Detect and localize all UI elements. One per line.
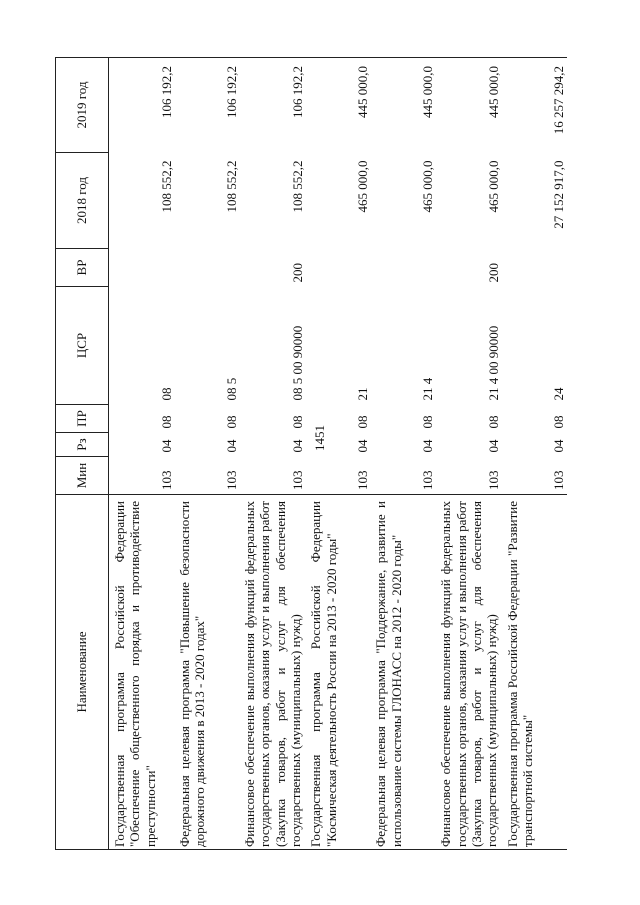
row-2018: 108 552,2 [223, 160, 239, 213]
row-csr: 21 4 00 90000 [486, 325, 502, 401]
budget-table [55, 57, 567, 850]
row-name: Федеральная целевая программа "Повышение безопасности дорожного движения в 2013 - 2020 годах" [174, 495, 239, 850]
row-rz: 04 [158, 439, 174, 453]
row-pr: 08 [158, 415, 174, 429]
row-min: 103 [223, 470, 239, 490]
row-pr: 08 [551, 415, 567, 429]
table-header-row [56, 58, 109, 850]
row-2019: 16 257 294,2 [502, 58, 567, 153]
row-csr: 21 4 [419, 377, 435, 401]
row-2018: 108 552,2 [289, 160, 305, 213]
row-csr: 08 5 00 90000 [289, 325, 305, 401]
row-rz: 04 [289, 439, 305, 453]
row-vr: 200 [486, 263, 502, 283]
rotated-table-container [55, 58, 593, 850]
row-min: 103 [486, 470, 502, 490]
row-name: Финансовое обеспечение выполнения функций федеральных государственных органов, оказания услуг и выполнения работ (Закупка товаров, работ и услуг для обеспечения государственных (муниципальных) нужд) [239, 495, 305, 850]
row-rz: 04 [551, 439, 567, 453]
row-pr: 08 [223, 415, 239, 429]
row-name: Государственная программа Российской Федерации "Развитие транспортной системы" [502, 495, 567, 850]
row-min: 103 [354, 470, 370, 490]
row-csr: 08 5 [223, 377, 239, 401]
table-row [502, 58, 567, 850]
row-2018: 465 000,0 [419, 160, 435, 213]
row-2018: 27 152 917,0 [551, 160, 567, 229]
row-2019: 106 192,2 [109, 58, 175, 153]
row-vr [502, 249, 567, 287]
row-min: 103 [289, 470, 305, 490]
row-vr: 200 [289, 263, 305, 283]
row-vr [305, 249, 370, 287]
row-vr [370, 249, 435, 287]
row-name: Государственная программа Российской Федерации "Космическая деятельность России на 2013 - 2020 годы" [305, 495, 370, 850]
table-row [370, 58, 435, 850]
row-rz: 04 [486, 439, 502, 453]
row-csr: 08 [158, 387, 174, 401]
table-row [305, 58, 370, 850]
row-min: 103 [551, 470, 567, 490]
header-2018: 2018 год [56, 153, 109, 249]
row-2019: 445 000,0 [305, 58, 370, 153]
row-vr [174, 249, 239, 287]
table-row [174, 58, 239, 850]
row-rz: 04 [354, 439, 370, 453]
row-csr: 24 [551, 387, 567, 401]
row-name: Федеральная целевая программа "Поддержание, развитие и использование системы ГЛОНАСС на 2012 - 2020 годы" [370, 495, 435, 850]
row-name: Финансовое обеспечение выполнения функций федеральных государственных органов, оказания услуг и выполнения работ (Закупка товаров, работ и услуг для обеспечения государственных (муниципальных) нужд) [435, 495, 501, 850]
row-pr: 08 [354, 415, 370, 429]
row-min: 103 [158, 470, 174, 490]
row-vr [109, 249, 175, 287]
row-2019: 445 000,0 [435, 58, 501, 153]
row-2018: 465 000,0 [486, 160, 502, 213]
header-vr: ВР [56, 249, 109, 287]
header-2019: 2019 год [56, 58, 109, 153]
row-pr: 08 [486, 415, 502, 429]
row-csr: 21 [354, 387, 370, 401]
row-pr: 08 [419, 415, 435, 429]
header-name: Наименование [56, 495, 109, 850]
row-min: 103 [419, 470, 435, 490]
row-rz: 04 [223, 439, 239, 453]
table-row [435, 58, 501, 850]
row-name: Государственная программа Российской Федерации "Обеспечение общественного порядка и противодействие преступности" [109, 495, 175, 850]
table-row [109, 58, 175, 850]
row-2018: 465 000,0 [354, 160, 370, 213]
header-csr: ЦСР [56, 287, 109, 405]
page-number: 1451 [312, 425, 327, 451]
row-2018: 108 552,2 [158, 160, 174, 213]
row-2019: 445 000,0 [370, 58, 435, 153]
header-rz: Рз [56, 433, 109, 457]
row-pr: 08 [289, 415, 305, 429]
row-2019: 106 192,2 [239, 58, 305, 153]
row-2019: 106 192,2 [174, 58, 239, 153]
row-rz: 04 [419, 439, 435, 453]
header-pr: ПР [56, 405, 109, 433]
table-row [239, 58, 305, 850]
header-min: Мин [56, 457, 109, 495]
